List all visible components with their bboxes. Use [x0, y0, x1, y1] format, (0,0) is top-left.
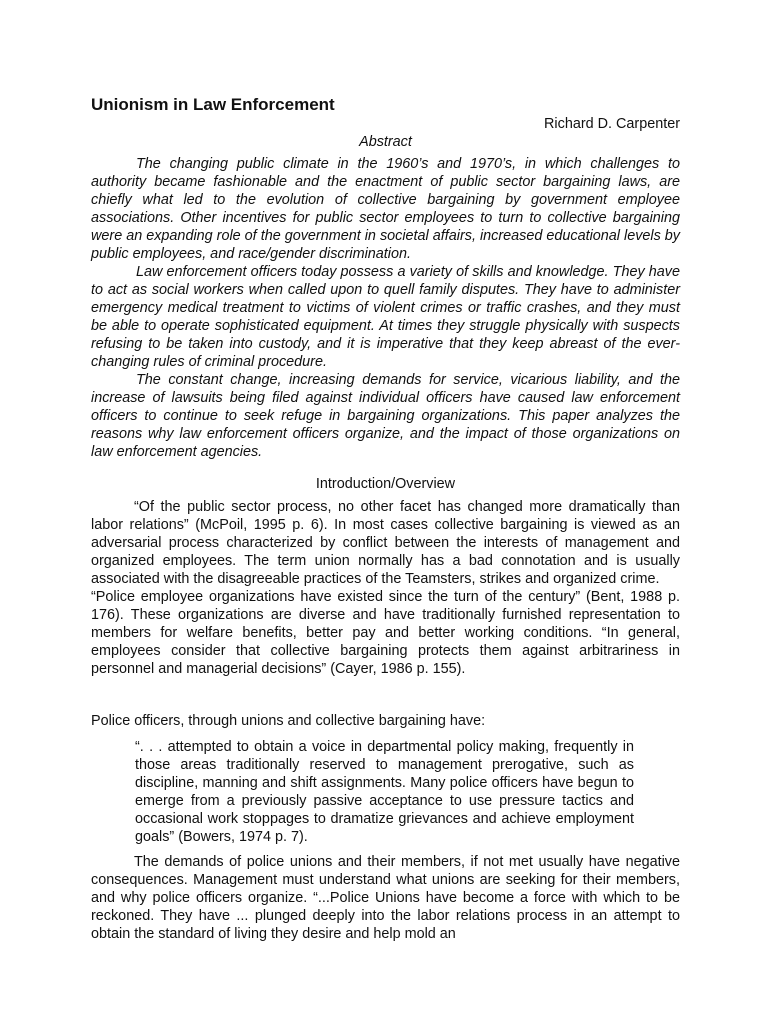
- abstract-paragraph: The changing public climate in the 1960’s and 1970’s, in which challenges to authority became fashionable and the enactment of public sector bargaining laws, are chiefly what led to the evolution of collective bargaining by government employee associations. Other incentives for public sector employees to turn to collective bargaining were an expanding role of the government in societal affairs, increased educational levels by public employees, and race/gender discrimination.: [91, 156, 680, 262]
- document-title: Unionism in Law Enforcement: [91, 95, 335, 114]
- body-paragraph: The demands of police unions and their members, if not met usually have negative consequences. Management must understand what unions are seeking for their members, and why police officers organize. “...Police Unions have become a force with which to be reckoned. They have ... plunged deeply into the labor relations process in an attempt to obtain the standard of living they desire and help mold an: [91, 854, 680, 942]
- abstract-paragraph: Law enforcement officers today possess a variety of skills and knowledge. They have to act as social workers when called upon to quell family disputes. They have to administer emergency medical treatment to victims of violent crimes or traffic crashes, and they must be able to operate sophisticated equipment. At times they struggle physically with suspects refusing to be taken into custody, and it is imperative that they keep abreast of the ever-changing rules of criminal procedure.: [91, 264, 680, 370]
- intro-section: [91, 498, 680, 678]
- body-paragraph: “Police employee organizations have existed since the turn of the century” (Bent, 1988 p. 176). These organizations are diverse and have traditionally furnished representation to members for welfare benefits, better pay and better working conditions. “In general, employees consider that collective bargaining protects them against arbitrariness in personnel and managerial decisions” (Cayer, 1986 p. 155).: [91, 589, 680, 677]
- intro-heading: Introduction/Overview: [315, 476, 456, 492]
- closing-section: [91, 853, 680, 943]
- author-name: Richard D. Carpenter: [544, 116, 680, 132]
- body-paragraph: “Of the public sector process, no other facet has changed more dramatically than labor relations” (McPoil, 1995 p. 6). In most cases collective bargaining is viewed as an adversarial process characterized by conflict between the interests of management and organized employees. The term union normally has a bad connotation and is usually associated with the disagreeable practices of the Teamsters, strikes and organized crime.: [91, 499, 680, 587]
- quote-lead-in: Police officers, through unions and collective bargaining have:: [91, 713, 486, 729]
- abstract-heading: Abstract: [359, 134, 412, 150]
- block-quote: “. . . attempted to obtain a voice in departmental policy making, frequently in those areas traditionally reserved to management prerogative, such as discipline, manning and shift assignments. Many police officers have begun to emerge from a previously passive acceptance to use pressure tactics and occasional work stoppages to dramatize grievances and achieve employment goals” (Bowers, 1974 p. 7).: [135, 739, 634, 845]
- abstract-paragraph: The constant change, increasing demands for service, vicarious liability, and the increase of lawsuits being filed against individual officers have caused law enforcement officers to continue to seek refuge in bargaining organizations. This paper analyzes the reasons why law enforcement officers organize, and the impact of those organizations on law enforcement agencies.: [91, 372, 680, 460]
- abstract-section: [91, 155, 680, 461]
